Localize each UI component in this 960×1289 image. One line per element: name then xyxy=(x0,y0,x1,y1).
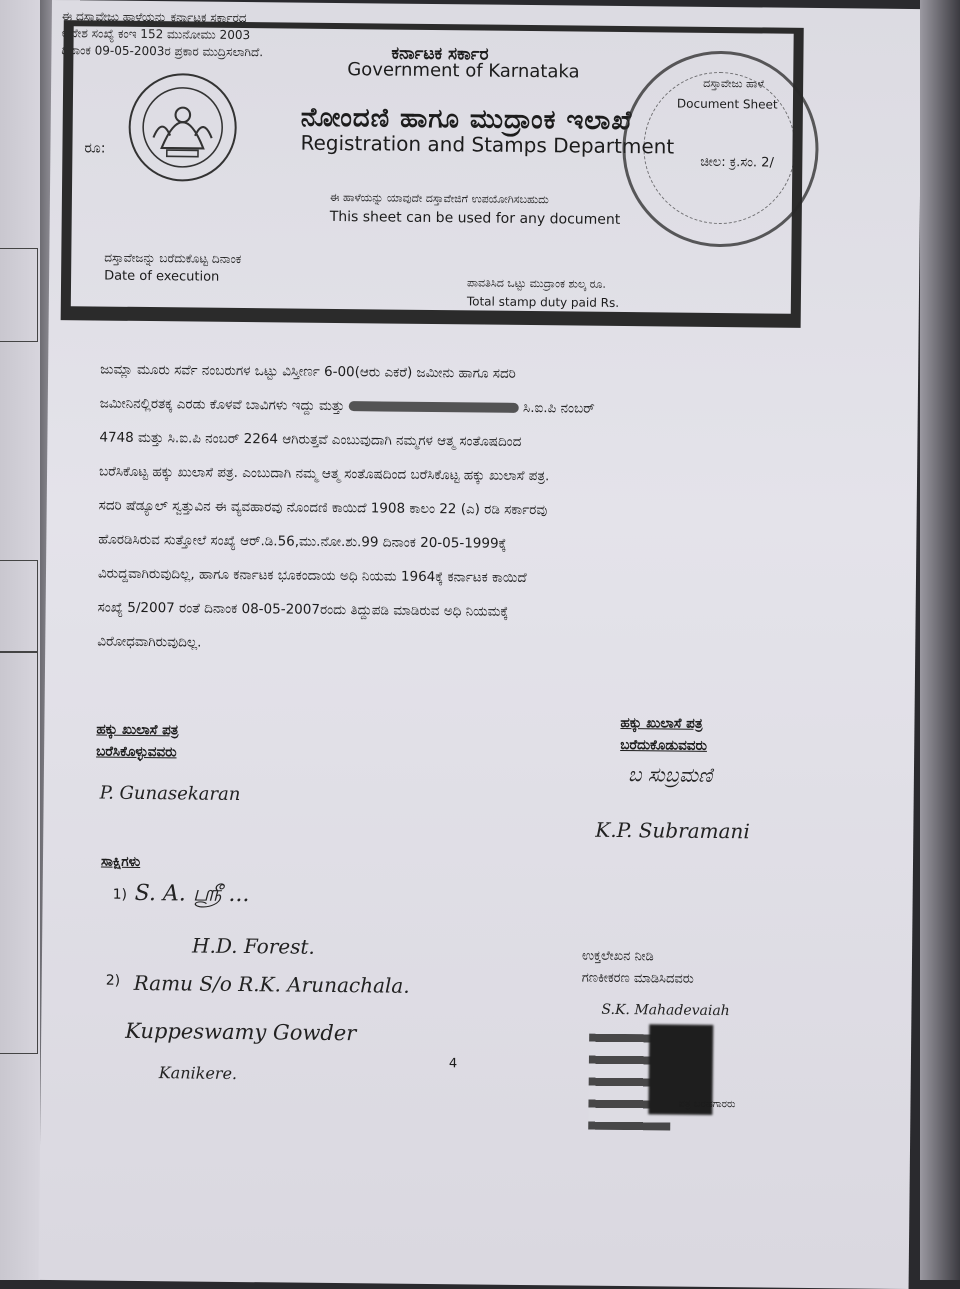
govt-title-kannada: ಕರ್ನಾಟಕ ಸರ್ಕಾರ xyxy=(391,43,489,65)
execution-date-label-english: Date of execution xyxy=(104,268,220,285)
body-line: ಸದರಿ ಷೆಡ್ಯೂಲ್ ಸ್ವತ್ತುವಿನ ಈ ವ್ಯವಹಾರವು ನೊಂದಣಿ ಕಾಯಿದೆ 1908 ಕಾಲಂ 22 (ಎ) ರಡಿ ಸರ್ಕಾರವು xyxy=(98,497,548,519)
document-sheet xyxy=(39,0,922,1289)
karnataka-emblem-seal xyxy=(128,73,237,182)
execution-date-label-kannada: ದಸ್ತಾವೇಜನ್ನು ಬರೆದುಕೊಟ್ಟ ದಿನಾಂಕ xyxy=(104,250,242,266)
witness-1-signature: S. A. ஸ்ரீ ... xyxy=(134,880,250,908)
witness-2-number: 2) xyxy=(105,972,121,989)
drafter-label-line: ಉಕ್ತಲೇಖನ ನೀಡಿ xyxy=(581,948,654,965)
order-note-line: ದಿನಾಂಕ 09-05-2003ರ ಪ್ರಕಾರ ಮುದ್ರಿಸಲಾಗಿದೆ. xyxy=(61,43,264,60)
receiver-label xyxy=(96,719,179,764)
witness-2-name: Kuppeswamy Gowder xyxy=(125,1018,357,1046)
form-box xyxy=(0,248,38,342)
body-line: ಬರೆಸಿಕೊಟ್ಟ ಹಕ್ಕು ಖುಲಾಸೆ ಪತ್ರ. ಎಂಬುದಾಗಿ ನಮ್ಮ ಆತ್ಮ ಸಂತೊಷದಿಂದ ಬರೆಸಿಕೊಟ್ಟ ಹಕ್ಕು ಖುಲಾಸೆ ಪತ್ರ. xyxy=(98,463,550,485)
giver-signature-english: K.P. Subramani xyxy=(595,817,750,844)
body-line: ವಿರೋಧವಾಗಿರುವುದಿಲ್ಲ. xyxy=(97,633,202,651)
body-line: ಹೊರಡಿಸಿರುವ ಸುತ್ತೋಲೆ ಸಂಖ್ಯೆ ಆರ್.ಡಿ.56,ಮು.ನೋ.ಶು.99 ದಿನಾಂಕ 20-05-1999ಕ್ಕೆ xyxy=(98,531,507,552)
drafter-label xyxy=(582,946,694,991)
giver-label-line: ಹಕ್ಕು ಖುಲಾಸೆ ಪತ್ರ xyxy=(620,714,703,732)
writer-stamp-text: ಪತ್ರ ಬರಹಗಾರರು xyxy=(678,1098,736,1111)
body-line: 4748 ಮತ್ತು ಸಿ.ಐ.ಪಿ ನಂಬರ್ 2264 ಆಗಿರುತ್ತವೆ ಎಂಬುವುದಾಗಿ ನಮ್ಮಗಳ ಆತ್ಮ ಸಂತೊಷದಿಂದ xyxy=(99,429,522,450)
dept-title-kannada: ನೋಂದಣಿ ಹಾಗೂ ಮುದ್ರಾಂಕ ಇಲಾಖೆ xyxy=(300,102,633,137)
giver-signature-kannada: ಬ ಸುಬ್ರಮಣಿ xyxy=(627,762,713,787)
usage-note-english: This sheet can be used for any document xyxy=(329,208,621,228)
form-box xyxy=(0,652,38,1054)
witness-2-place: Kanikere. xyxy=(158,1063,238,1083)
body-line: ವಿರುದ್ದವಾಗಿರುವುದಿಲ್ಲ, ಹಾಗೂ ಕರ್ನಾಟಕ ಭೂಕಂದಾಯ ಅಧಿ ನಿಯಮ 1964ಕ್ಕೆ ಕರ್ನಾಟಕ ಕಾಯಿದೆ xyxy=(97,565,527,587)
body-line: ಸಂಖ್ಯೆ 5/2007 ರಂತೆ ದಿನಾಂಕ 08-05-2007ರಂದು ತಿದ್ದುಪಡಿ ಮಾಡಿರುವ ಅಧಿ ನಿಯಮಕ್ಕೆ xyxy=(97,599,509,620)
deed-body xyxy=(97,353,830,667)
seal-text-kannada: ದಸ್ತಾವೇಜು ಹಾಳೆ xyxy=(703,76,764,91)
giver-label xyxy=(620,712,707,757)
body-line-part: ಸಿ.ಐ.ಪಿ ನಂಬರ್ xyxy=(522,399,595,417)
seal-text-english: Document Sheet xyxy=(676,96,778,112)
redaction-mark xyxy=(349,401,519,413)
witness-1-place: H.D. Forest. xyxy=(191,933,315,959)
order-note-line: ಆದೇಶ ಸಂಖ್ಯೆ ಕಂಇ 152 ಮುನೋಮು 2003 xyxy=(61,26,251,43)
drafter-label-line: ಗಣಕೀಕರಣ ಮಾಡಿಸಿದವರು xyxy=(581,970,694,987)
receiver-label-line: ಬರೆಸಿಕೊಳ್ಳುವವರು xyxy=(96,743,177,761)
rupees-label: ರೂ: xyxy=(84,140,106,157)
usage-note-kannada: ಈ ಹಾಳೆಯನ್ನು ಯಾವುದೇ ದಸ್ತಾವೇಜಿಗೆ ಉಪಯೋಗಿಸಬಹುದು xyxy=(329,190,549,207)
receiver-signature: P. Gunasekaran xyxy=(99,782,241,806)
witness-2-signature: Ramu S/o R.K. Arunachala. xyxy=(133,970,410,998)
body-line-part: ಜಮೀನಿನಲ್ಲಿರತಕ್ಕ ಎರಡು ಕೊಳವೆ ಬಾವಿಗಳು ಇದ್ದು ಮತ್ತು xyxy=(99,395,345,415)
stamp-duty-label-kannada: ಪಾವತಿಸಿದ ಒಟ್ಟು ಮುದ್ರಾಂಕ ಶುಲ್ಕ ರೂ. xyxy=(466,276,607,291)
witnesses-label: ಸಾಕ್ಷಿಗಳು xyxy=(100,853,141,870)
page-number: 4 xyxy=(448,1056,458,1072)
seal-serial: ಚೀಲ: ಕ್ರ.ಸಂ. 2/ xyxy=(700,154,774,171)
order-note-line: ಈ ದಸ್ತಾವೇಜು ಹಾಳೆಯನ್ನು ಕರ್ನಾಟಕ ಸರ್ಕಾರದ xyxy=(61,9,247,26)
drafter-signature: S.K. Mahadevaiah xyxy=(601,1001,730,1020)
form-box xyxy=(0,560,38,652)
stamp-duty-label-english: Total stamp duty paid Rs. xyxy=(466,294,620,310)
right-shadow xyxy=(920,0,960,1280)
receiver-label-line: ಹಕ್ಕು ಖುಲಾಸೆ ಪತ್ರ xyxy=(96,721,179,739)
giver-label-line: ಬರೆದುಕೊಡುವವರು xyxy=(620,736,708,754)
body-line: ಜುಮ್ಲಾ ಮೂರು ಸರ್ವೆ ನಂಬರುಗಳ ಒಟ್ಟು ವಿಸ್ತೀರ್ಣ 6-00(ಆರು ಎಕರೆ) ಜಮೀನು ಹಾಗೂ ಸದರಿ xyxy=(100,361,516,382)
govt-title-english: Government of Karnataka xyxy=(347,59,580,83)
dept-title-english: Registration and Stamps Department xyxy=(300,130,675,159)
witness-1-number: 1) xyxy=(112,886,128,903)
